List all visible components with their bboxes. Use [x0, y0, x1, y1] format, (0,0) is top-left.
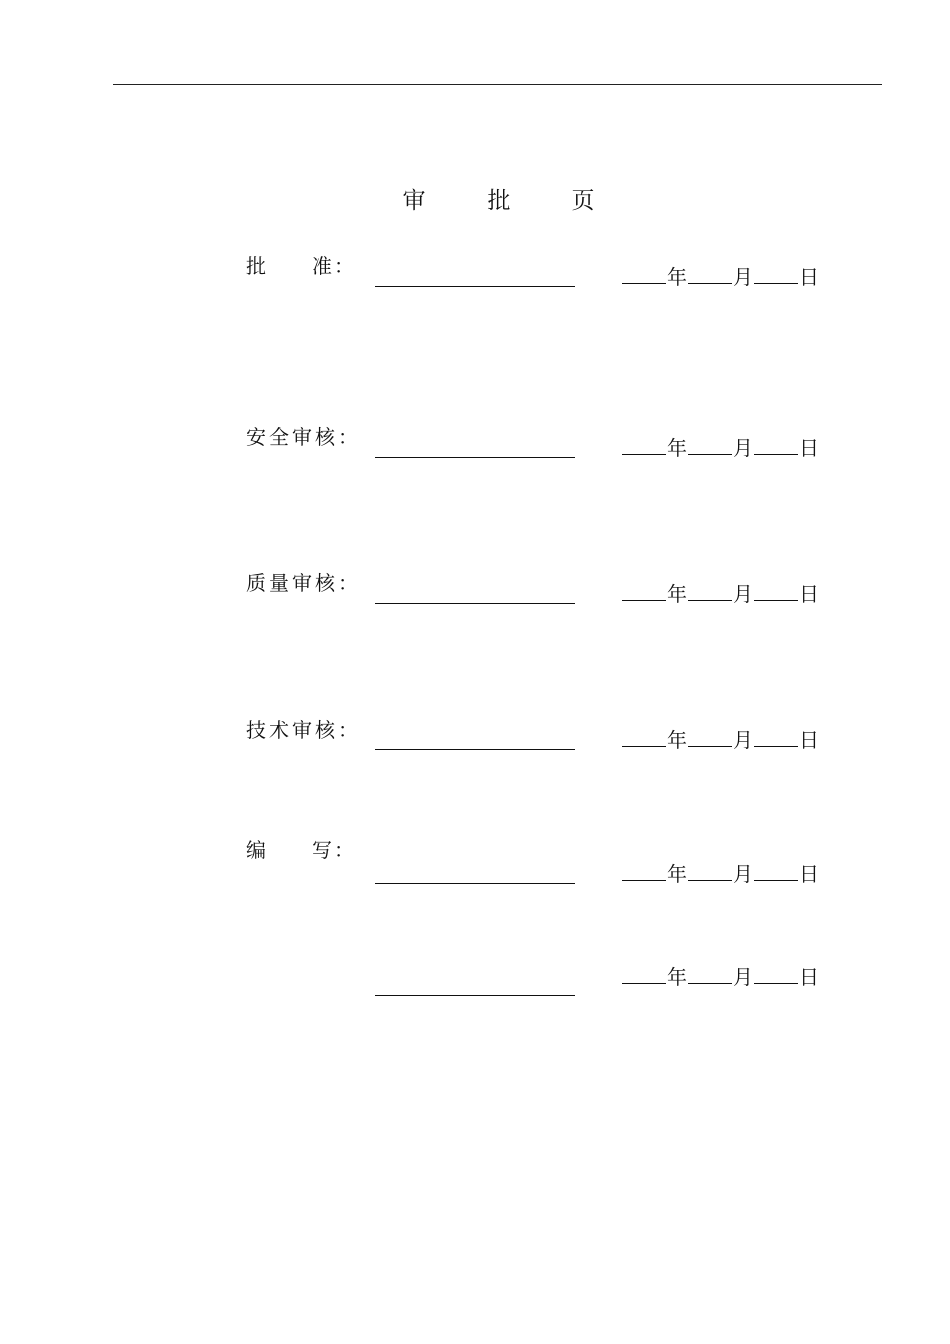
page-title-char: 批	[487, 188, 511, 214]
year-unit: 年	[667, 965, 687, 989]
author-signature-line[interactable]	[375, 883, 575, 884]
day-blank[interactable]	[754, 746, 798, 747]
year-unit: 年	[667, 728, 687, 752]
month-blank[interactable]	[688, 454, 732, 455]
approval-row-technical	[0, 716, 950, 776]
approve-date	[622, 264, 820, 290]
year-unit: 年	[667, 436, 687, 460]
month-blank[interactable]	[688, 600, 732, 601]
day-unit: 日	[799, 728, 819, 752]
approve-label-char: 批	[246, 254, 266, 278]
author-label-char: 编	[246, 838, 266, 862]
approve-signature-line[interactable]	[375, 286, 575, 287]
year-unit: 年	[667, 862, 687, 886]
month-unit: 月	[733, 728, 753, 752]
day-unit: 日	[799, 862, 819, 886]
month-unit: 月	[733, 965, 753, 989]
approve-label-char: 准	[312, 254, 332, 278]
author-2-signature-line[interactable]	[375, 995, 575, 996]
year-blank[interactable]	[622, 600, 666, 601]
month-blank[interactable]	[688, 983, 732, 984]
quality-signature-line[interactable]	[375, 603, 575, 604]
technical-date	[622, 727, 820, 753]
month-blank[interactable]	[688, 880, 732, 881]
day-blank[interactable]	[754, 880, 798, 881]
safety-review-label: 安全审核：	[246, 425, 361, 449]
safety-signature-line[interactable]	[375, 457, 575, 458]
month-blank[interactable]	[688, 283, 732, 284]
technical-signature-line[interactable]	[375, 749, 575, 750]
quality-date	[622, 581, 820, 607]
year-blank[interactable]	[622, 880, 666, 881]
day-blank[interactable]	[754, 983, 798, 984]
day-unit: 日	[799, 436, 819, 460]
header-rule	[113, 84, 882, 85]
year-unit: 年	[667, 265, 687, 289]
year-blank[interactable]	[622, 454, 666, 455]
technical-review-label: 技术审核：	[246, 718, 361, 742]
day-unit: 日	[799, 582, 819, 606]
author-date	[622, 861, 820, 887]
day-unit: 日	[799, 265, 819, 289]
author-label-colon: ：	[334, 838, 354, 862]
day-blank[interactable]	[754, 600, 798, 601]
quality-review-label: 质量审核：	[246, 571, 361, 595]
approval-row-author-2	[0, 960, 950, 1020]
year-unit: 年	[667, 582, 687, 606]
author-label-char: 写	[312, 838, 332, 862]
month-unit: 月	[733, 862, 753, 886]
day-blank[interactable]	[754, 283, 798, 284]
month-unit: 月	[733, 436, 753, 460]
month-unit: 月	[733, 265, 753, 289]
author-2-date	[622, 964, 820, 990]
safety-date	[622, 435, 820, 461]
page-title-char: 审	[402, 188, 426, 214]
month-blank[interactable]	[688, 746, 732, 747]
month-unit: 月	[733, 582, 753, 606]
day-unit: 日	[799, 965, 819, 989]
day-blank[interactable]	[754, 454, 798, 455]
approve-label-colon: ：	[334, 254, 354, 278]
page-title	[380, 184, 620, 218]
page-title-char: 页	[571, 188, 595, 214]
approval-row-approve	[0, 252, 950, 312]
year-blank[interactable]	[622, 983, 666, 984]
year-blank[interactable]	[622, 283, 666, 284]
approval-row-safety	[0, 423, 950, 483]
approval-row-quality	[0, 569, 950, 629]
year-blank[interactable]	[622, 746, 666, 747]
approval-row-author	[0, 836, 950, 896]
